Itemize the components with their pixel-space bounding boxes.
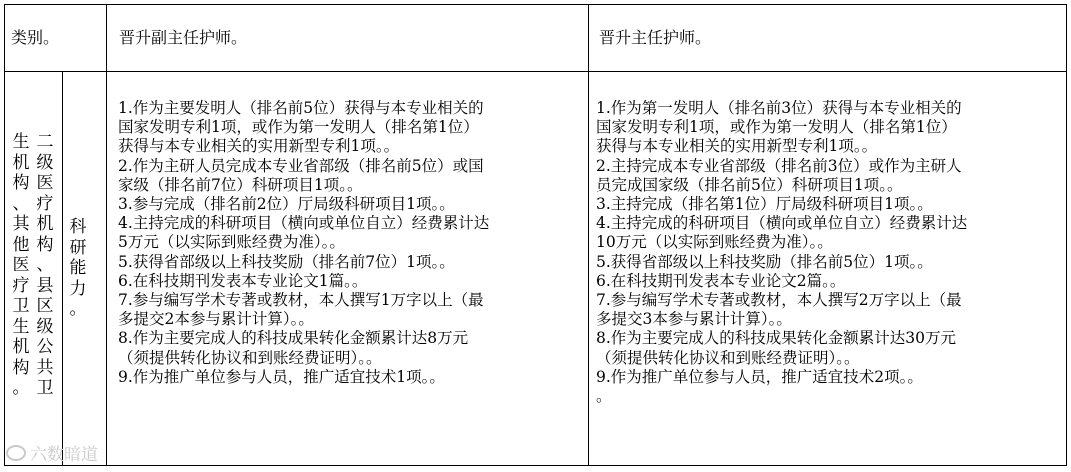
header-associate-chief-nurse: 晋升副主任护师。 bbox=[119, 28, 248, 47]
header-divider bbox=[4, 71, 1067, 72]
category-research-ability: 科 研 能 力 。 bbox=[69, 217, 87, 319]
associate-line: 2.作为主研人员完成本专业省部级（排名前5位）或国 bbox=[118, 156, 484, 175]
associate-line: 4.主持完成的科研项目（横向或单位自立）经费累计达 bbox=[118, 214, 490, 233]
associate-line: 9.作为推广单位参与人员，推广适宜技术1项。。 bbox=[118, 367, 445, 386]
chief-line: 2.主持完成本专业省部级（排名前3位）或作为主研人 bbox=[596, 156, 962, 175]
chief-line: 10万元（以实际到账经费为准）。。 bbox=[596, 233, 833, 252]
chief-line: 国家发明专利1项，或作为第一发明人（排名第1位） bbox=[596, 118, 957, 137]
table-border-right bbox=[1066, 4, 1067, 466]
watermark bbox=[6, 440, 98, 465]
associate-line: 3.参与完成（排名前2位）厅局级科研项目1项。。 bbox=[118, 195, 455, 214]
table-border-left bbox=[4, 4, 5, 466]
associate-line: 国家发明专利1项，或作为第一发明人（排名第1位） bbox=[118, 118, 479, 137]
chief-line: 8.作为主要完成人的科技成果转化金额累计达30万元 bbox=[596, 329, 957, 348]
associate-line: （须提供转化协议和到账经费证明）。。 bbox=[118, 348, 382, 367]
chief-line: （须提供转化协议和到账经费证明）。。 bbox=[596, 348, 860, 367]
chief-line: 7.参与编写学术专著或教材，本人撰写2万字以上（最 bbox=[596, 291, 962, 310]
associate-line: 家级（排名前7位）科研项目1项。。 bbox=[118, 175, 363, 194]
chief-line: 9.作为推广单位参与人员，推广适宜技术2项。。 bbox=[596, 367, 923, 386]
associate-line: 获得与本专业相关的实用新型专利1项。。 bbox=[118, 137, 400, 156]
chief-line: 6.在科技期刊发表本专业论文2篇。。 bbox=[596, 271, 846, 290]
table-border-top bbox=[4, 4, 1067, 5]
chief-line: 1.作为第一发明人（排名前3位）获得与本专业相关的 bbox=[596, 99, 962, 117]
associate-requirements-list bbox=[118, 99, 489, 387]
associate-line: 多提交2本参与累计计算）。。 bbox=[118, 310, 314, 329]
requirements-table bbox=[4, 4, 1067, 466]
category-institution-type: 二 级 医 疗 机 构 、 县 区 级 公 共 卫 生 机 构 、 其 他 医 疗 卫 生 机 构 。 bbox=[12, 132, 54, 398]
chief-requirements-list bbox=[596, 99, 967, 406]
chief-line: 多提交3本参与累计计算）。。 bbox=[596, 310, 792, 329]
chief-line: 获得与本专业相关的实用新型专利1项。。 bbox=[596, 137, 878, 156]
chief-line: 3.主持完成（排名第1位）厅局级科研项目1项。。 bbox=[596, 195, 933, 214]
associate-line: 1.作为主要发明人（排名前5位）获得与本专业相关的 bbox=[118, 99, 484, 117]
associate-line: 8.作为主要完成人的科技成果转化金额累计达8万元 bbox=[118, 329, 469, 348]
column-divider-2 bbox=[588, 4, 589, 466]
chief-line: 员完成国家级（排名前5位）科研项目1项。。 bbox=[596, 175, 903, 194]
watermark-text: 六数暗道 bbox=[30, 445, 98, 465]
chief-line: 4.主持完成的科研项目（横向或单位自立）经费累计达 bbox=[596, 214, 968, 233]
header-chief-nurse: 晋升主任护师。 bbox=[599, 28, 712, 47]
watermark-logo-icon bbox=[6, 445, 26, 461]
associate-line: 5.获得省部级以上科技奖励（排名前7位）1项。。 bbox=[118, 252, 455, 271]
header-category: 类别。 bbox=[11, 28, 60, 47]
table-border-bottom bbox=[4, 465, 1067, 466]
column-divider-1 bbox=[106, 4, 107, 466]
chief-line: 。 bbox=[596, 387, 612, 406]
chief-line: 5.获得省部级以上科技奖励（排名前5位）1项。。 bbox=[596, 252, 933, 271]
category-divider bbox=[62, 71, 63, 466]
associate-line: 6.在科技期刊发表本专业论文1篇。。 bbox=[118, 271, 368, 290]
associate-line: 5万元（以实际到账经费为准）。。 bbox=[118, 233, 345, 252]
associate-line: 7.参与编写学术专著或教材，本人撰写1万字以上（最 bbox=[118, 291, 484, 310]
